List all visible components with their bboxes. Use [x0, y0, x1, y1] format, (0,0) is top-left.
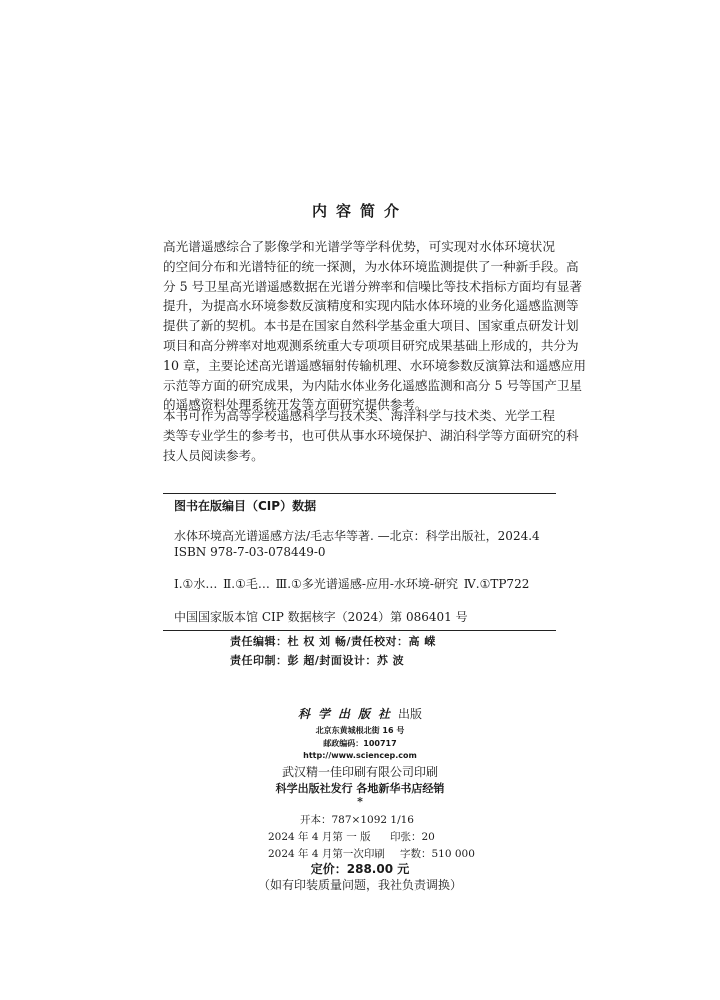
format-spec: 开本：787×1092 1/16 [300, 814, 414, 826]
distributor-line: 科学出版社发行 各地新华书店经销 [275, 782, 445, 795]
publisher-website: http://www.sciencep.com [303, 751, 417, 760]
paragraph-line: 项目和高分辨率对地观测系统重大专项项目研究成果基础上形成的，共分为 [163, 337, 579, 353]
printer-line: 武汉精一佳印刷有限公司印刷 [281, 765, 438, 779]
intro-paragraph-2 [163, 406, 579, 465]
cip-bottom-rule [163, 630, 556, 631]
word-count-spec: 字数：510 000 [400, 848, 475, 860]
cip-title-line: 水体环境高光谱遥感方法/毛志华等著. —北京：科学出版社，2024.4 [174, 529, 540, 543]
cip-number-line: 中国国家版本馆 CIP 数据核字（2024）第 086401 号 [174, 610, 468, 624]
publisher-name [0, 705, 720, 722]
sheets-spec: 印张：20 [390, 831, 435, 843]
edition-spec: 2024 年 4 月第 一 版 [268, 831, 371, 843]
paragraph-line: 的空间分布和光谱特征的统一探测，为水体环境监测提供了一种新手段。高 [163, 258, 579, 274]
paragraph-line: 提供了新的契机。本书是在国家自然科学基金重大项目、国家重点研发计划 [163, 318, 579, 334]
publisher-address: 北京东黄城根北街 16 号 [315, 726, 405, 735]
price: 定价：288.00 元 [310, 862, 410, 876]
printing-spec: 2024 年 4 月第一次印刷 [268, 848, 385, 860]
paragraph-line: 的遥感资料处理系统开发等方面研究提供参考。 [163, 397, 428, 413]
paragraph-line: 分 5 号卫星高光谱遥感数据在光谱分辨率和信噪比等技术指标方面均有显著 [163, 278, 583, 294]
publisher-postcode: 邮政编码：100717 [323, 739, 397, 748]
paragraph-line: 高光谱遥感综合了影像学和光谱学等学科优势，可实现对水体环境状况 [163, 239, 555, 254]
editor-credits: 责任编辑：杜 权 刘 畅/责任校对：高 嵘 [230, 635, 436, 648]
quality-notice: （如有印装质量问题，我社负责调换） [257, 878, 462, 892]
paragraph-line: 本书可作为高等学校遥感科学与技术类、海洋科学与技术类、光学工程 [163, 408, 555, 423]
paragraph-line: 示范等方面的研究成果，为内陆水体业务化遥感监测和高分 5 号等国产卫星 [163, 377, 583, 393]
intro-title: 内容简介 [311, 202, 408, 220]
print-credits: 责任印制：彭 超/封面设计：苏 波 [230, 654, 405, 667]
paragraph-line: 技人员阅读参考。 [163, 447, 264, 463]
paragraph-line: 提升，为提高水环境参数反演精度和实现内陆水体环境的业务化遥感监测等 [163, 298, 579, 314]
paragraph-line: 10 章，主要论述高光谱遥感辐射传输机理、水环境参数反演算法和遥感应用 [163, 357, 587, 373]
cip-isbn-line: ISBN 978-7-03-078449-0 [174, 545, 326, 559]
publisher-suffix: 出版 [398, 707, 423, 721]
separator-star: * [357, 795, 363, 808]
cip-classification-line: Ⅰ.①水… Ⅱ.①毛… Ⅲ.①多光谱遥感-应用-水环境-研究 Ⅳ.①TP722 [174, 577, 530, 591]
cip-heading: 图书在版编目（CIP）数据 [174, 499, 317, 513]
intro-paragraph-1 [163, 237, 587, 415]
paragraph-line: 类等专业学生的参考书，也可供从事水环境保护、湖泊科学等方面研究的科 [163, 427, 579, 443]
cip-top-rule [163, 493, 556, 494]
publisher-logotype: 科学出版社 [297, 707, 398, 721]
